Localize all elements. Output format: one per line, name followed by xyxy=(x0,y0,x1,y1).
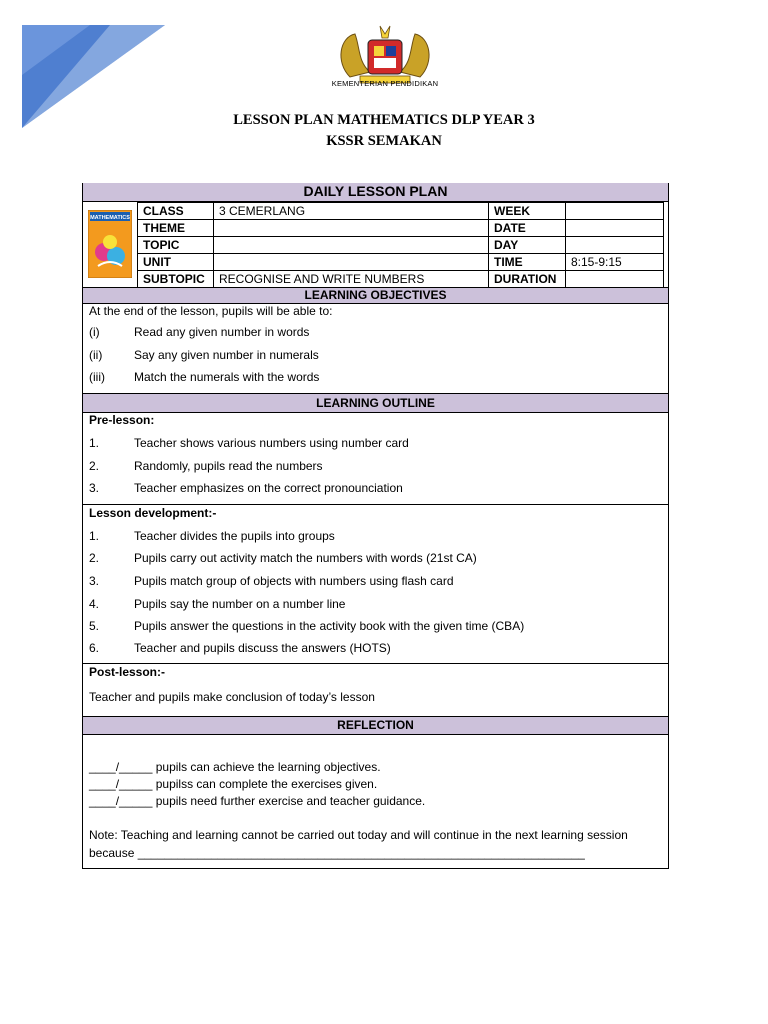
development-item: Teacher and pupils discuss the answers (HOTS) xyxy=(134,641,391,655)
document-subtitle: KSSR SEMAKAN xyxy=(326,133,442,149)
reflection-line: ____/_____ pupils need further exercise and teacher guidance. xyxy=(89,794,426,808)
development-marker: 6. xyxy=(89,641,100,655)
development-item: Pupils say the number on a number line xyxy=(134,597,346,611)
subtopic-label: SUBTOPIC xyxy=(138,271,214,288)
objective-marker: (i) xyxy=(89,325,100,339)
development-item: Pupils answer the questions in the activity book with the given time (CBA) xyxy=(134,619,525,633)
objective-item: Say any given number in numerals xyxy=(134,348,319,362)
duration-value xyxy=(566,271,664,288)
reflection-line: ____/_____ pupilss can complete the exercises given. xyxy=(89,777,378,791)
pre-lesson-item: Teacher emphasizes on the correct pronounciation xyxy=(134,481,403,495)
post-lesson-text: Teacher and pupils make conclusion of today’s lesson xyxy=(89,690,375,704)
pre-lesson-marker: 3. xyxy=(89,481,100,495)
math-book-cover-image xyxy=(88,210,132,278)
subtopic-value: RECOGNISE AND WRITE NUMBERS xyxy=(214,271,489,288)
topic-label: TOPIC xyxy=(138,237,214,254)
section-divider xyxy=(83,504,668,505)
lesson-plan-table xyxy=(82,183,669,869)
section-divider xyxy=(83,663,668,664)
class-value: 3 CEMERLANG xyxy=(214,203,489,220)
theme-value xyxy=(214,220,489,237)
week-value xyxy=(566,203,664,220)
pre-lesson-marker: 1. xyxy=(89,436,100,450)
day-value xyxy=(566,237,664,254)
unit-value xyxy=(214,254,489,271)
reflection-note-because: because ___________________________________________________________________ xyxy=(89,846,585,860)
reflection-heading: REFLECTION xyxy=(83,716,668,735)
lesson-development-label: Lesson development:- xyxy=(89,506,217,520)
objective-marker: (ii) xyxy=(89,348,103,362)
development-marker: 3. xyxy=(89,574,100,588)
unit-label: UNIT xyxy=(138,254,214,271)
development-item: Pupils carry out activity match the numbers with words (21st CA) xyxy=(134,551,477,565)
objective-marker: (iii) xyxy=(89,370,105,384)
pre-lesson-label: Pre-lesson: xyxy=(89,413,155,427)
daily-lesson-plan-heading: DAILY LESSON PLAN xyxy=(83,183,668,202)
book-cover-title: MATHEMATICS xyxy=(90,215,130,221)
pre-lesson-item: Randomly, pupils read the numbers xyxy=(134,459,323,473)
duration-label: DURATION xyxy=(489,271,566,288)
topic-value xyxy=(214,237,489,254)
development-marker: 5. xyxy=(89,619,100,633)
theme-label: THEME xyxy=(138,220,214,237)
document-title: LESSON PLAN MATHEMATICS DLP YEAR 3 xyxy=(233,112,535,128)
development-item: Pupils match group of objects with numbers using flash card xyxy=(134,574,454,588)
day-label: DAY xyxy=(489,237,566,254)
pre-lesson-marker: 2. xyxy=(89,459,100,473)
objectives-intro: At the end of the lesson, pupils will be able to: xyxy=(89,304,333,318)
time-label: TIME xyxy=(489,254,566,271)
time-value: 8:15-9:15 xyxy=(566,254,664,271)
date-label: DATE xyxy=(489,220,566,237)
development-marker: 4. xyxy=(89,597,100,611)
development-item: Teacher divides the pupils into groups xyxy=(134,529,335,543)
learning-outline-heading: LEARNING OUTLINE xyxy=(83,393,668,413)
ministry-name: KEMENTERIAN PENDIDIKAN xyxy=(331,79,439,88)
class-info-table xyxy=(137,202,664,288)
post-lesson-label: Post-lesson:- xyxy=(89,665,166,679)
date-value xyxy=(566,220,664,237)
class-label: CLASS xyxy=(138,203,214,220)
development-marker: 1. xyxy=(89,529,100,543)
development-marker: 2. xyxy=(89,551,100,565)
learning-objectives-heading: LEARNING OBJECTIVES xyxy=(83,287,668,304)
pre-lesson-item: Teacher shows various numbers using number card xyxy=(134,436,409,450)
objective-item: Read any given number in words xyxy=(134,325,310,339)
reflection-note: Note: Teaching and learning cannot be carried out today and will continue in the next learning session xyxy=(89,828,628,842)
objective-item: Match the numerals with the words xyxy=(134,370,320,384)
reflection-line: ____/_____ pupils can achieve the learning objectives. xyxy=(89,760,381,774)
week-label: WEEK xyxy=(489,203,566,220)
